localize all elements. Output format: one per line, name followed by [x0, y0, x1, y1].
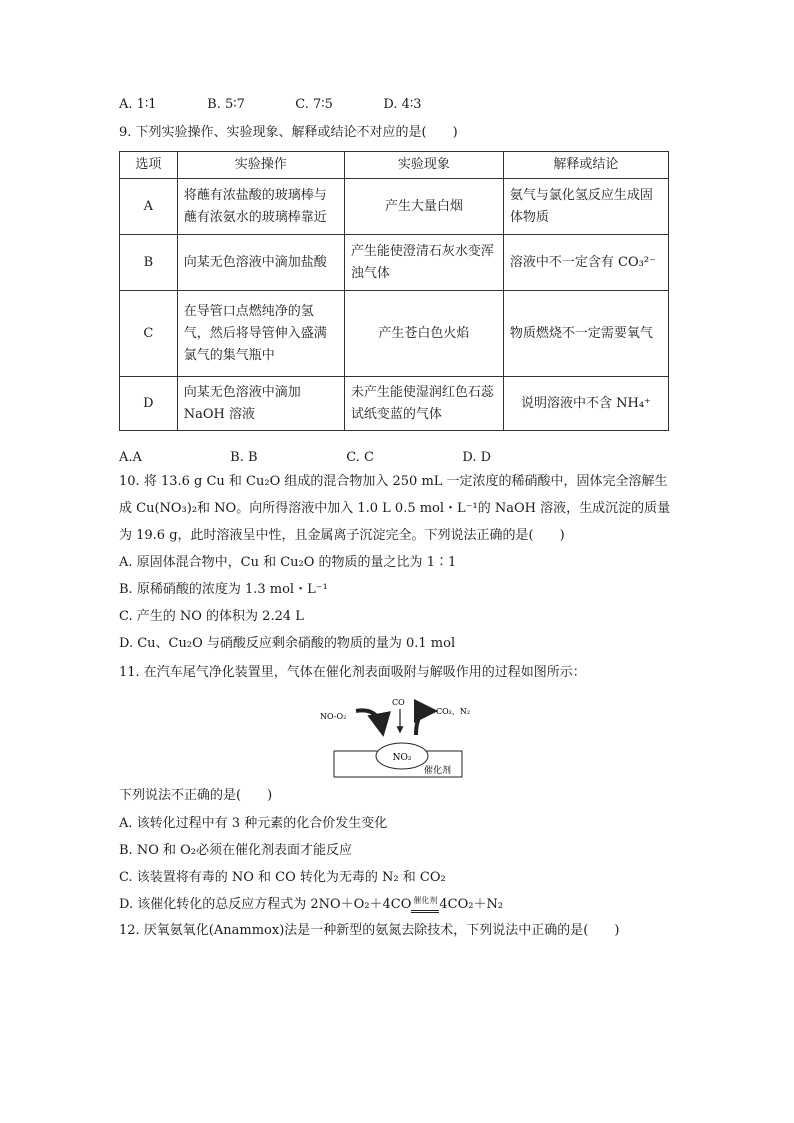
- q10-option-a: A. 原固体混合物中，Cu 和 Cu₂O 的物质的量之比为 1∶1: [119, 555, 457, 570]
- q9-option-c: C. C: [346, 450, 374, 465]
- catalyst-label: 催化剂: [424, 766, 452, 776]
- table-row: [120, 235, 669, 291]
- row-option: C: [120, 291, 178, 377]
- catalyst-condition-label: 催化剂: [413, 896, 438, 905]
- q12-stem: 12. 厌氧氨氧化(Anammox)法是一种新型的氨氮去除技术，下列说法中正确的是( ): [119, 923, 620, 938]
- q10-stem-line-3: 为 19.6 g，此时溶液呈中性，且金属离子沉淀完全。下列说法正确的是( ): [119, 528, 565, 543]
- row-explanation: 氨气与氯化氢反应生成固体物质: [503, 179, 668, 235]
- q11-option-d-suffix: 4CO₂＋N₂: [439, 897, 504, 912]
- q9-option-d: D. D: [462, 450, 492, 465]
- q10-stem-line-1: 10. 将 13.6 g Cu 和 Cu₂O 组成的混合物加入 250 mL 一定浓度的稀硝酸中，固体完全溶解生: [119, 474, 668, 489]
- table-row: [120, 291, 669, 377]
- row-explanation: 溶液中不一定含有 CO₃²⁻: [503, 235, 668, 291]
- row-option: A: [120, 179, 178, 235]
- outflow-arrow-icon: [416, 711, 430, 735]
- header-option: 选项: [120, 152, 178, 179]
- inflow-arrow-icon: [356, 710, 382, 729]
- q11-option-b: B. NO 和 O₂必须在催化剂表面才能反应: [119, 843, 352, 858]
- q11-option-a: A. 该转化过程中有 3 种元素的化合价发生变化: [119, 816, 388, 831]
- q9-option-b: B. B: [230, 450, 258, 465]
- q8-options: [119, 96, 422, 114]
- row-phenomenon: 产生苍白色火焰: [344, 291, 503, 377]
- table-header-row: [120, 152, 669, 179]
- q11-option-d-prefix: D. 该催化转化的总反应方程式为 2NO＋O₂＋4CO: [119, 897, 412, 912]
- row-phenomenon: 未产生能使湿润红色石蕊试纸变蓝的气体: [344, 377, 503, 431]
- row-phenomenon: 产生能使澄清石灰水变浑浊气体: [344, 235, 503, 291]
- table-row: [120, 179, 669, 235]
- q9-stem: 9. 下列实验操作、实验现象、解释或结论不对应的是( ): [119, 125, 458, 140]
- q9-option-a: A.A: [119, 450, 142, 465]
- row-operation: 向某无色溶液中滴加盐酸: [177, 235, 344, 291]
- row-explanation: 说明溶液中不含 NH₄⁺: [503, 377, 668, 431]
- q8-option-a: A. 1∶1: [119, 97, 157, 112]
- table-row: [120, 377, 669, 431]
- q11-option-d: [119, 896, 503, 918]
- q9-table: [119, 151, 669, 431]
- q10-option-d: D. Cu、Cu₂O 与硝酸反应剩余硝酸的物质的量为 0.1 mol: [119, 636, 456, 651]
- row-phenomenon: 产生大量白烟: [344, 179, 503, 235]
- row-operation: 向某无色溶液中滴加NaOH 溶液: [177, 377, 344, 431]
- q10-stem-line-2: 成 Cu(NO₃)₂和 NO。向所得溶液中加入 1.0 L 0.5 mol・L⁻¹的 NaOH 溶液，生成沉淀的质量: [119, 501, 671, 516]
- catalyst-diagram: [320, 695, 480, 783]
- center-label: NO₂: [392, 753, 412, 763]
- q8-option-d: D. 4∶3: [383, 97, 422, 112]
- row-option: B: [120, 235, 178, 291]
- q10-option-c: C. 产生的 NO 的体积为 2.24 L: [119, 609, 304, 624]
- q11-stem: 11. 在汽车尾气净化装置里，气体在催化剂表面吸附与解吸作用的过程如图所示：: [119, 665, 586, 680]
- left-label: NO-O₂: [320, 712, 347, 721]
- header-operation: 实验操作: [177, 152, 344, 179]
- right-label: CO₂、N₂: [436, 707, 471, 716]
- q11-option-c: C. 该装置将有毒的 NO 和 CO 转化为无毒的 N₂ 和 CO₂: [119, 870, 446, 885]
- header-explanation: 解释或结论: [503, 152, 668, 179]
- q9-options: [119, 449, 491, 467]
- q8-option-b: B. 5∶7: [207, 97, 245, 112]
- header-phenomenon: 实验现象: [344, 152, 503, 179]
- q11-question: 下列说法不正确的是( ): [119, 788, 273, 803]
- top-label: CO: [392, 698, 405, 707]
- row-operation: 在导管口点燃纯净的氢气，然后将导管伸入盛满氯气的集气瓶中: [177, 291, 344, 377]
- row-operation: 将蘸有浓盐酸的玻璃棒与蘸有浓氨水的玻璃棒靠近: [177, 179, 344, 235]
- row-explanation: 物质燃烧不一定需要氧气: [503, 291, 668, 377]
- q10-option-b: B. 原稀硝酸的浓度为 1.3 mol・L⁻¹: [119, 582, 328, 597]
- reaction-condition: [411, 892, 439, 913]
- row-option: D: [120, 377, 178, 431]
- q8-option-c: C. 7∶5: [295, 97, 333, 112]
